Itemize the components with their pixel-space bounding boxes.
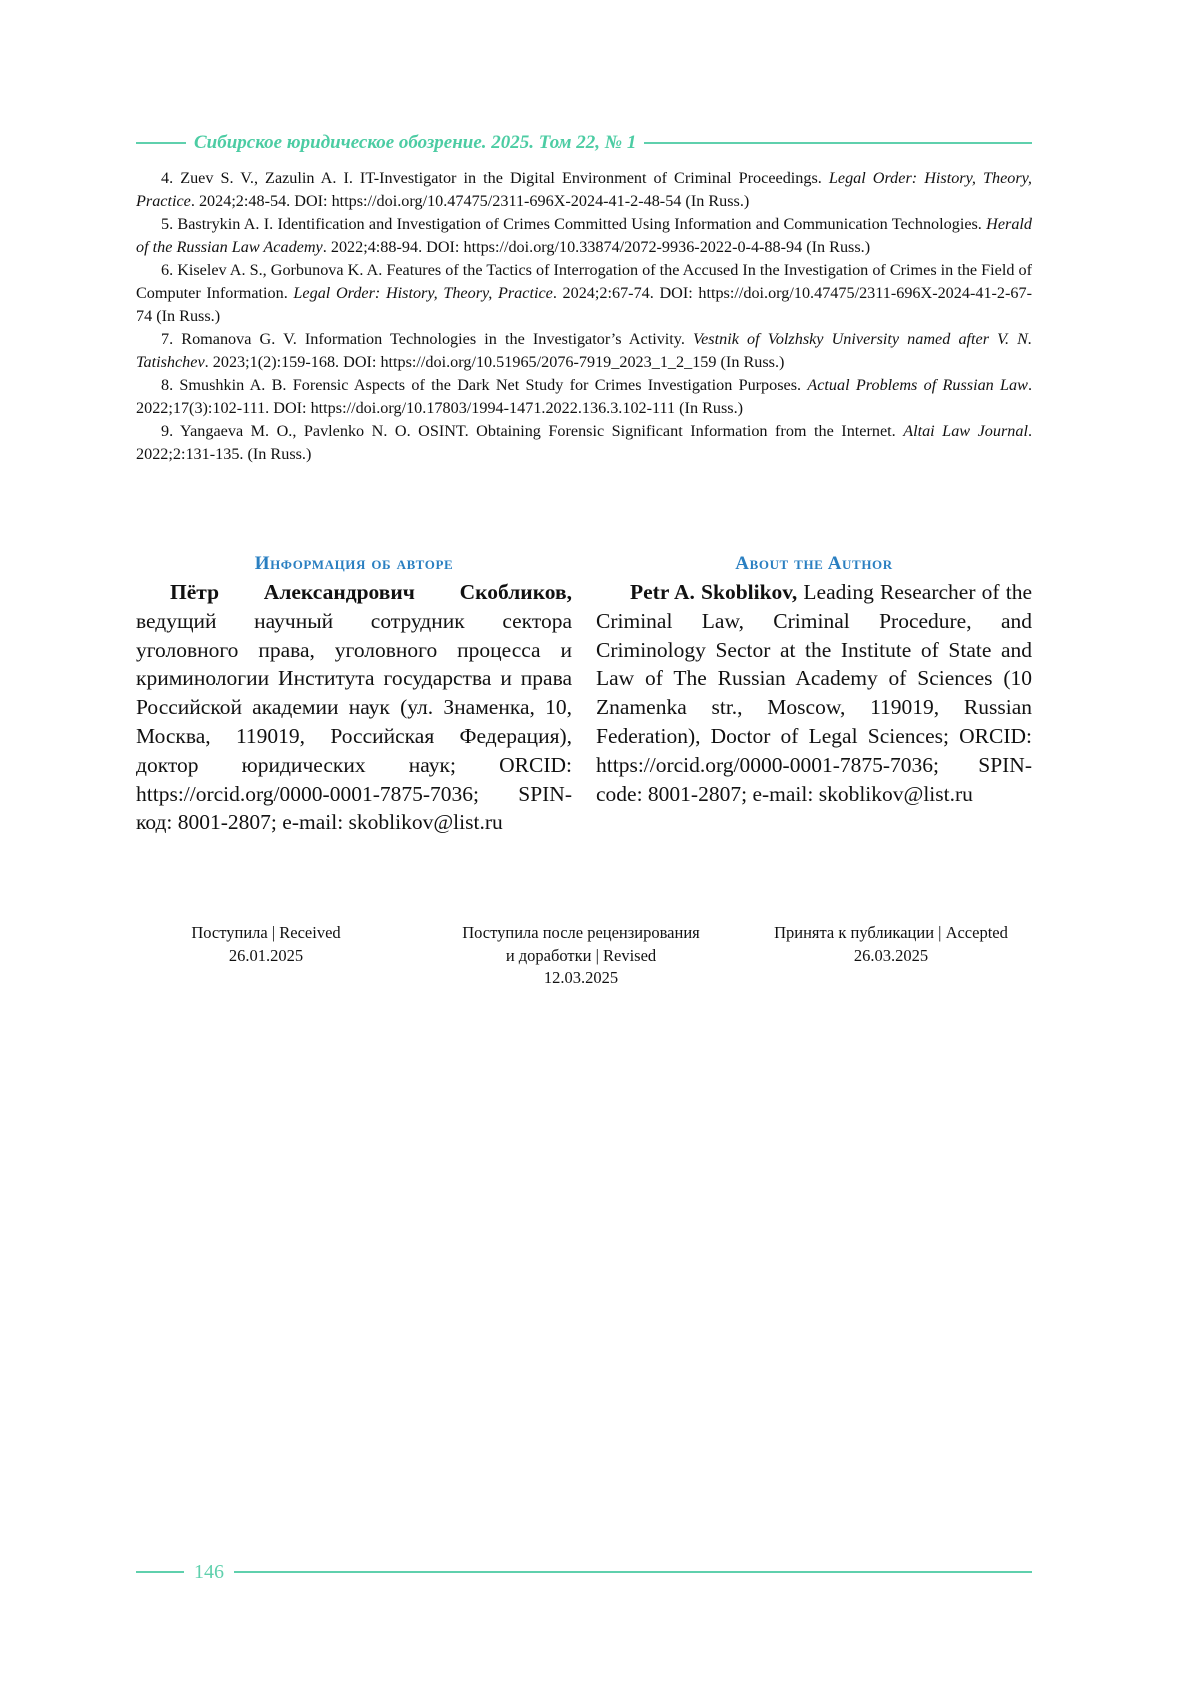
author-info-ru [136, 550, 572, 837]
author-info-en [596, 550, 1032, 808]
reference-journal: Legal Order: History, Theory, Practice [293, 284, 553, 302]
author-bio-en: Petr A. Skoblikov, Leading Researcher of the Criminal Law, Criminal Procedure, and Criminology Sector at the Institute of State and Law of The Russian Academy of Sciences (10 Znamenka str., Moscow, 119019, Russian Federation), Doctor of Legal Sciences; ORCID: https://orcid.org/0000-0001-7875-7036; SPIN-code: 8001-2807; e-mail: skoblikov@list.ru [596, 580, 1033, 806]
header-rule-right [644, 142, 1032, 144]
running-header [136, 130, 1032, 156]
journal-title: Сибирское юридическое обозрение. 2025. Том 22, № 1 [194, 132, 637, 153]
author-name-en: Petr A. Skoblikov, [630, 580, 798, 604]
reference-journal: Herald of the Russian Law Academy [136, 215, 1032, 256]
page-number: 146 [194, 1560, 224, 1583]
reference-journal: Legal Order: History, Theory, Practice [136, 169, 1032, 210]
author-bio-ru: Пётр Александрович Скобликов, ведущий научный сотрудник сектора уголовного права, уголовного процесса и криминологии Института государства и права Российской академии наук (ул. Знаменка, 10, Москва, 119019, Российская Федерация), доктор юридических наук; ORCID: https://orcid.org/0000-0001-7875-7036; SPIN-код: 8001-2807; e-mail: skoblikov@list.ru [136, 580, 572, 835]
accepted-date: Принята к публикации | Accepted 26.03.2025 [774, 923, 1008, 965]
author-heading-ru: Информация об авторе [254, 553, 454, 574]
reference-item: 9. Yangaeva M. O., Pavlenko N. O. OSINT. Obtaining Forensic Significant Information from the Internet. Altai Law Journal. 2022;2:131-135. (In Russ.) [136, 422, 1032, 463]
footer-rule-right [234, 1571, 1032, 1573]
reference-item: 6. Kiselev A. S., Gorbunova K. A. Features of the Tactics of Interrogation of the Accused In the Investigation of Crimes in the Field of Computer Information. Legal Order: History, Theory, Practice. 2024;2:67-74. DOI: https://doi.org/10.47475/2311-696X-2024-41-2-67-74 (In Russ.) [136, 261, 1032, 325]
reference-item: 7. Romanova G. V. Information Technologies in the Investigator’s Activity. Vestnik of Volzhsky University named after V. N. Tatishchev. 2023;1(2):159-168. DOI: https://doi.org/10.51965/2076-7919_2023_1_2_159 (In Russ.) [136, 330, 1032, 371]
header-rule-left [136, 142, 186, 144]
reference-journal: Altai Law Journal [903, 422, 1028, 440]
reference-journal: Vestnik of Volzhsky University named after V. N. Tatishchev [136, 330, 1032, 371]
revised-date: Поступила после рецензирования и доработки | Revised 12.03.2025 [462, 923, 700, 987]
reference-list [136, 167, 1032, 466]
page-footer [136, 1557, 1032, 1587]
reference-journal: Actual Problems of Russian Law [807, 376, 1028, 394]
reference-item: 8. Smushkin A. B. Forensic Aspects of the Dark Net Study for Crimes Investigation Purposes. Actual Problems of Russian Law. 2022;17(3):102-111. DOI: https://doi.org/10.17803/1994-1471.2022.136.3.102-111 (In Russ.) [136, 376, 1032, 417]
reference-item: 4. Zuev S. V., Zazulin A. I. IT-Investigator in the Digital Environment of Criminal Proceedings. Legal Order: History, Theory, Practice. 2024;2:48-54. DOI: https://doi.org/10.47475/2311-696X-2024-41-2-48-54 (In Russ.) [136, 169, 1032, 210]
author-name-ru: Пётр Александрович Скобликов, [170, 580, 572, 604]
received-date: Поступила | Received 26.01.2025 [191, 923, 341, 965]
reference-item: 5. Bastrykin A. I. Identification and Investigation of Crimes Committed Using Information and Communication Technologies. Herald of the Russian Law Academy. 2022;4:88-94. DOI: https://doi.org/10.33874/2072-9936-2022-0-4-88-94 (In Russ.) [136, 215, 1032, 256]
footer-rule-left [136, 1571, 184, 1573]
author-heading-en: About the Author [735, 553, 893, 574]
